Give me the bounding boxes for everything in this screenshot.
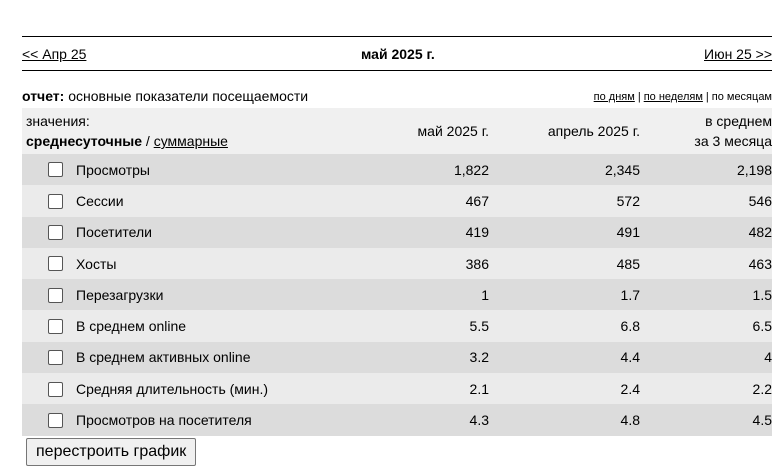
column-header-avg-line2: за 3 месяца	[694, 133, 772, 149]
value-avg: 4	[764, 349, 772, 366]
table-row	[22, 248, 772, 279]
value-current: 386	[465, 255, 489, 272]
table-row	[22, 279, 772, 310]
value-current: 5.5	[469, 318, 489, 335]
value-current: 467	[465, 192, 489, 209]
period-separator: |	[637, 91, 641, 103]
column-header-current	[342, 108, 489, 154]
metric-name: Средняя длительность (мин.)	[76, 380, 269, 397]
metric-name: Хосты	[76, 255, 117, 272]
metric-checkbox[interactable]	[48, 413, 63, 428]
metric-name: Посетители	[76, 224, 152, 241]
table-row	[22, 310, 772, 341]
stats-table-container	[22, 108, 772, 436]
metric-name-cell	[22, 248, 342, 279]
value-current: 3.2	[469, 349, 489, 366]
metric-name-cell	[22, 342, 342, 373]
value-avg: 482	[748, 224, 772, 241]
table-row	[22, 217, 772, 248]
period-months-current: по месяцам	[711, 91, 772, 103]
value-current: 1	[481, 286, 489, 303]
metric-name-cell	[22, 154, 342, 185]
month-navigation	[22, 36, 772, 71]
metric-checkbox[interactable]	[48, 382, 63, 397]
metric-name: В среднем активных online	[76, 349, 251, 366]
value-avg: 2,198	[736, 161, 772, 178]
column-header-current-label: май 2025 г.	[417, 123, 489, 139]
values-slash: /	[145, 133, 150, 149]
metric-checkbox[interactable]	[48, 194, 63, 209]
metric-name-cell	[22, 185, 342, 216]
metric-checkbox[interactable]	[48, 162, 63, 177]
values-label: значения:	[26, 113, 90, 129]
value-current: 419	[465, 224, 489, 241]
metric-name: Сессии	[76, 192, 124, 209]
value-prev: 572	[616, 192, 640, 209]
value-prev: 4.4	[620, 349, 640, 366]
metric-checkbox[interactable]	[48, 225, 63, 240]
prev-month-link[interactable]: << Апр 25	[22, 46, 87, 62]
metric-name: Просмотров на посетителя	[76, 412, 252, 429]
values-daily-current: среднесуточные	[26, 133, 143, 149]
value-avg: 546	[748, 192, 772, 209]
value-current: 1,822	[453, 161, 489, 178]
value-prev: 491	[616, 224, 640, 241]
value-avg: 463	[748, 255, 772, 272]
values-total-link[interactable]: суммарные	[153, 133, 228, 149]
value-prev: 4.8	[620, 412, 640, 429]
table-row	[22, 404, 772, 435]
value-avg: 2.2	[752, 380, 772, 397]
period-separator: |	[705, 91, 709, 103]
rebuild-chart-button[interactable]: перестроить график	[26, 438, 196, 466]
table-row	[22, 154, 772, 185]
value-prev: 1.7	[620, 286, 640, 303]
metric-name: В среднем online	[76, 318, 187, 335]
next-month-link[interactable]: Июн 25 >>	[704, 46, 772, 62]
metric-checkbox[interactable]	[48, 256, 63, 271]
metric-name-cell	[22, 279, 342, 310]
report-name: основные показатели посещаемости	[68, 88, 309, 104]
column-header-avg-line1: в среднем	[705, 113, 772, 129]
column-header-prev	[489, 108, 640, 154]
period-weeks-link[interactable]: по неделям	[643, 91, 703, 103]
column-header-avg	[640, 108, 772, 154]
column-header-prev-label: апрель 2025 г.	[547, 123, 640, 139]
value-current: 2.1	[469, 380, 489, 397]
metric-checkbox[interactable]	[48, 288, 63, 303]
period-switcher	[594, 91, 772, 103]
table-row	[22, 373, 772, 404]
value-prev: 485	[616, 255, 640, 272]
report-label: отчет:	[22, 88, 65, 104]
table-row	[22, 342, 772, 373]
value-prev: 2.4	[620, 380, 640, 397]
value-prev: 6.8	[620, 318, 640, 335]
values-mode-header	[22, 108, 342, 154]
metric-checkbox[interactable]	[48, 319, 63, 334]
metric-name-cell	[22, 373, 342, 404]
value-current: 4.3	[469, 412, 489, 429]
stats-table	[22, 108, 772, 436]
value-avg: 1.5	[752, 286, 772, 303]
report-title	[22, 88, 308, 104]
metric-name: Перезагрузки	[76, 286, 164, 303]
metric-name-cell	[22, 310, 342, 341]
table-header-row	[22, 108, 772, 154]
value-prev: 2,345	[604, 161, 640, 178]
metric-name-cell	[22, 404, 342, 435]
table-row	[22, 185, 772, 216]
metric-name-cell	[22, 217, 342, 248]
metric-checkbox[interactable]	[48, 350, 63, 365]
value-avg: 6.5	[752, 318, 772, 335]
value-avg: 4.5	[752, 412, 772, 429]
current-month-title: май 2025 г.	[361, 46, 435, 62]
period-days-link[interactable]: по дням	[593, 91, 635, 103]
metric-name: Просмотры	[76, 161, 150, 178]
